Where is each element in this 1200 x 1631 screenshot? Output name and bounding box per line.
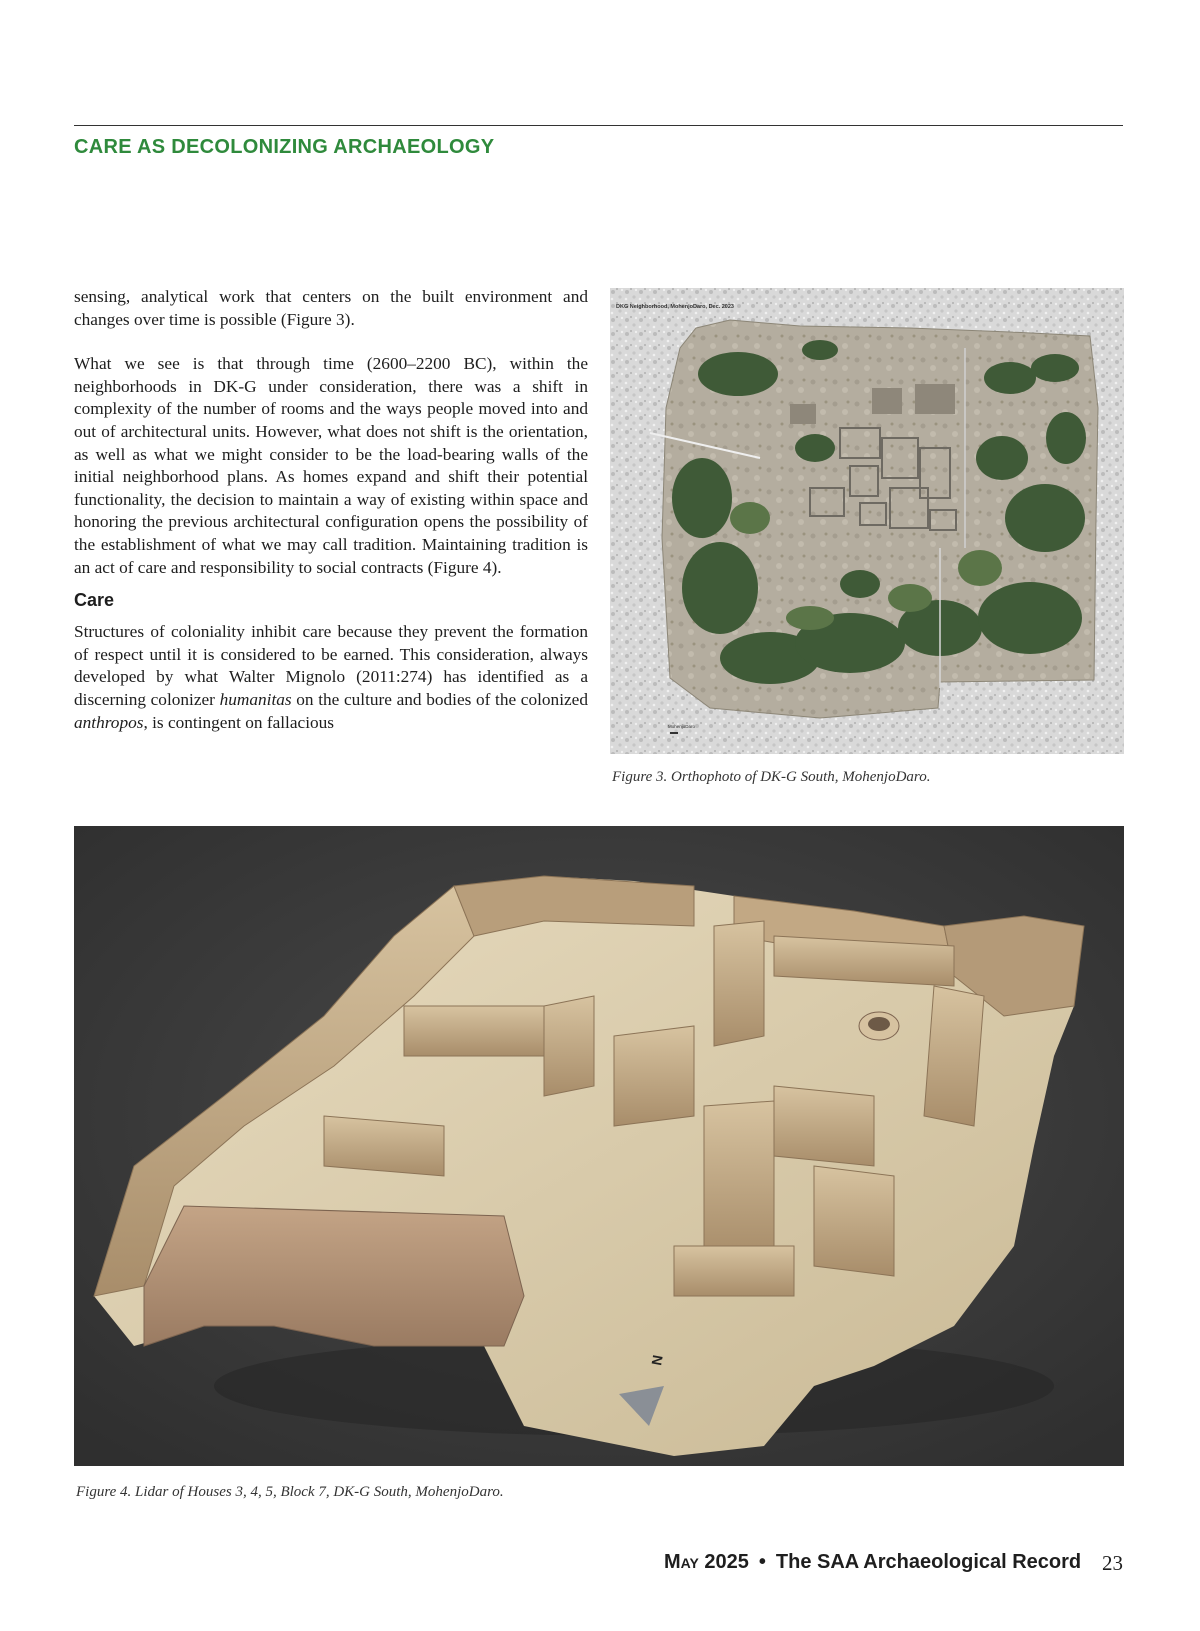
paragraph-1: sensing, analytical work that centers on the built environment and changes over time is possible (Figure 3).: [74, 287, 588, 329]
figure-4-lidar: [74, 826, 1124, 1466]
north-label: N: [648, 1353, 666, 1367]
running-title: CARE AS DECOLONIZING ARCHAEOLOGY: [74, 136, 495, 158]
figure-3-orthophoto: [610, 288, 1124, 754]
figure-4-caption: Figure 4. Lidar of Houses 3, 4, 5, Block 7, DK-G South, MohenjoDaro.: [76, 1484, 504, 1500]
body-text-column: [74, 286, 588, 734]
figure-3-caption: Figure 3. Orthophoto of DK-G South, MohenjoDaro.: [612, 769, 931, 785]
footer-publication: The SAA Archaeological Record: [775, 1551, 1082, 1573]
footer-issue-line: May 2025 • The SAA Archaeological Record: [664, 1551, 1082, 1573]
figure-3-image-label: DKG Neighborhood, MohenjoDaro, Dec. 2023: [616, 304, 734, 310]
footer-issue: May 2025: [664, 1551, 749, 1573]
header-rule: [74, 125, 1123, 126]
term-anthropos: anthropos: [74, 712, 144, 732]
page-number: 23: [1102, 1551, 1123, 1575]
term-humanitas: humanitas: [219, 689, 292, 709]
figure-3-scale-label: MohenjoDaro: [668, 724, 696, 729]
scale-bar: [670, 732, 678, 734]
section-heading-care: Care: [74, 590, 115, 611]
paragraph-3: Structures of coloniality inhibit care because they prevent the formation of respect until it is considered to be earned. This consideration, always developed by what Walter Mignolo (2011:274) has identified as a discerning colonizer humanitas on the culture and bodies of the colonized anthropos, is contingent on fallacious: [74, 622, 588, 732]
paragraph-2: What we see is that through time (2600–2200 BC), within the neighborhoods in DK-G under consideration, there was a shift in complexity of the number of rooms and the ways people moved into and out of architectural units. However, what does not shift is the orientation, as well as what we might consider to be the load-bearing walls of the initial neighborhood plans. As homes expand and shift their potential functionality, the decision to maintain a way of existing within space and honoring the previous architectural configuration opens the possibility of the establishment of what we may call tradition. Maintaining tradition is an act of care and responsibility to social contracts (Figure 4).: [74, 354, 588, 577]
